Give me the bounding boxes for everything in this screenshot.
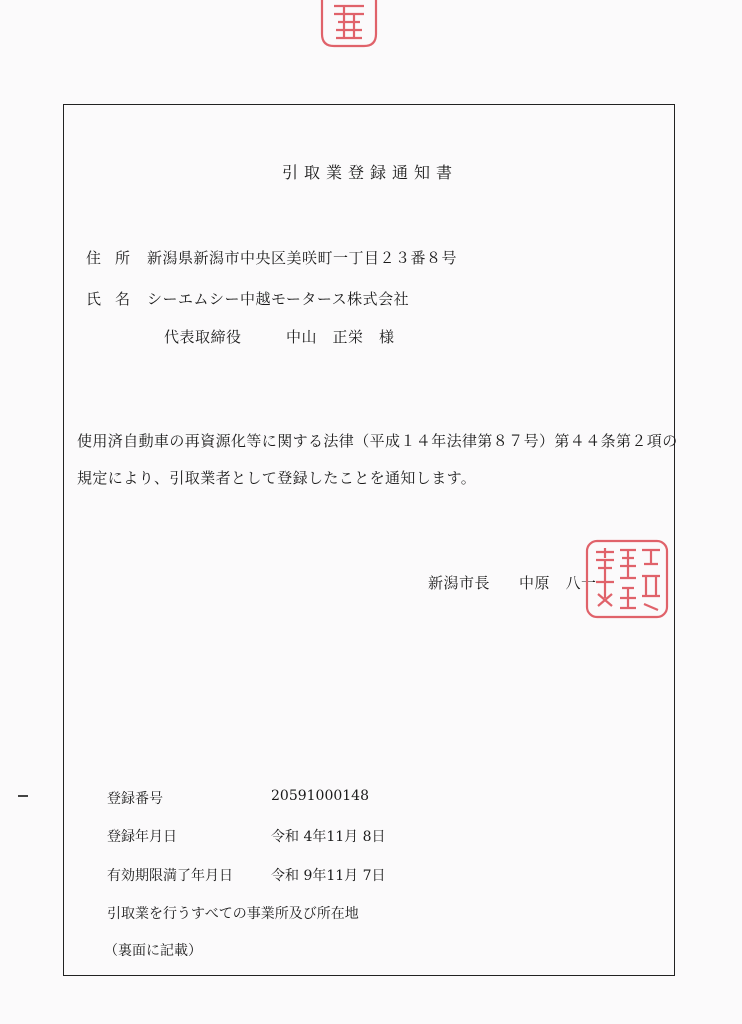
representative-title: 代表取締役 [164,328,242,346]
expiry-date-label: 有効期限満了年月日 [107,868,233,884]
offices-note: （裏面に記載） [104,943,202,959]
offices-label: 引取業を行うすべての事業所及び所在地 [107,906,359,922]
registration-number-value: 20591000148 [271,788,369,804]
address-label: 住所 [86,249,145,267]
name-label: 氏名 [86,290,145,308]
issuer-title: 新潟市長 [428,574,491,592]
registration-date-value: 令和 4年11月 8日 [271,829,386,845]
margin-mark [18,795,28,797]
address-value: 新潟県新潟市中央区美咲町一丁目２３番８号 [147,249,458,267]
issuer-name: 中原 八一 [519,574,597,592]
document-title: 引取業登録通知書 [282,163,459,182]
body-line-1: 使用済自動車の再資源化等に関する法律（平成１４年法律第８７号）第４４条第２項の [77,432,678,450]
expiry-date-value: 令和 9年11月 7日 [271,868,386,884]
body-line-2: 規定により、引取業者として登録したことを通知します。 [77,469,477,487]
representative-name: 中山 正栄 様 [286,328,395,346]
mayor-seal-stamp [584,538,670,620]
top-seal-stamp [314,0,384,50]
company-name: シーエムシー中越モータース株式会社 [147,290,410,308]
registration-number-label: 登録番号 [107,791,163,807]
registration-date-label: 登録年月日 [107,829,177,845]
